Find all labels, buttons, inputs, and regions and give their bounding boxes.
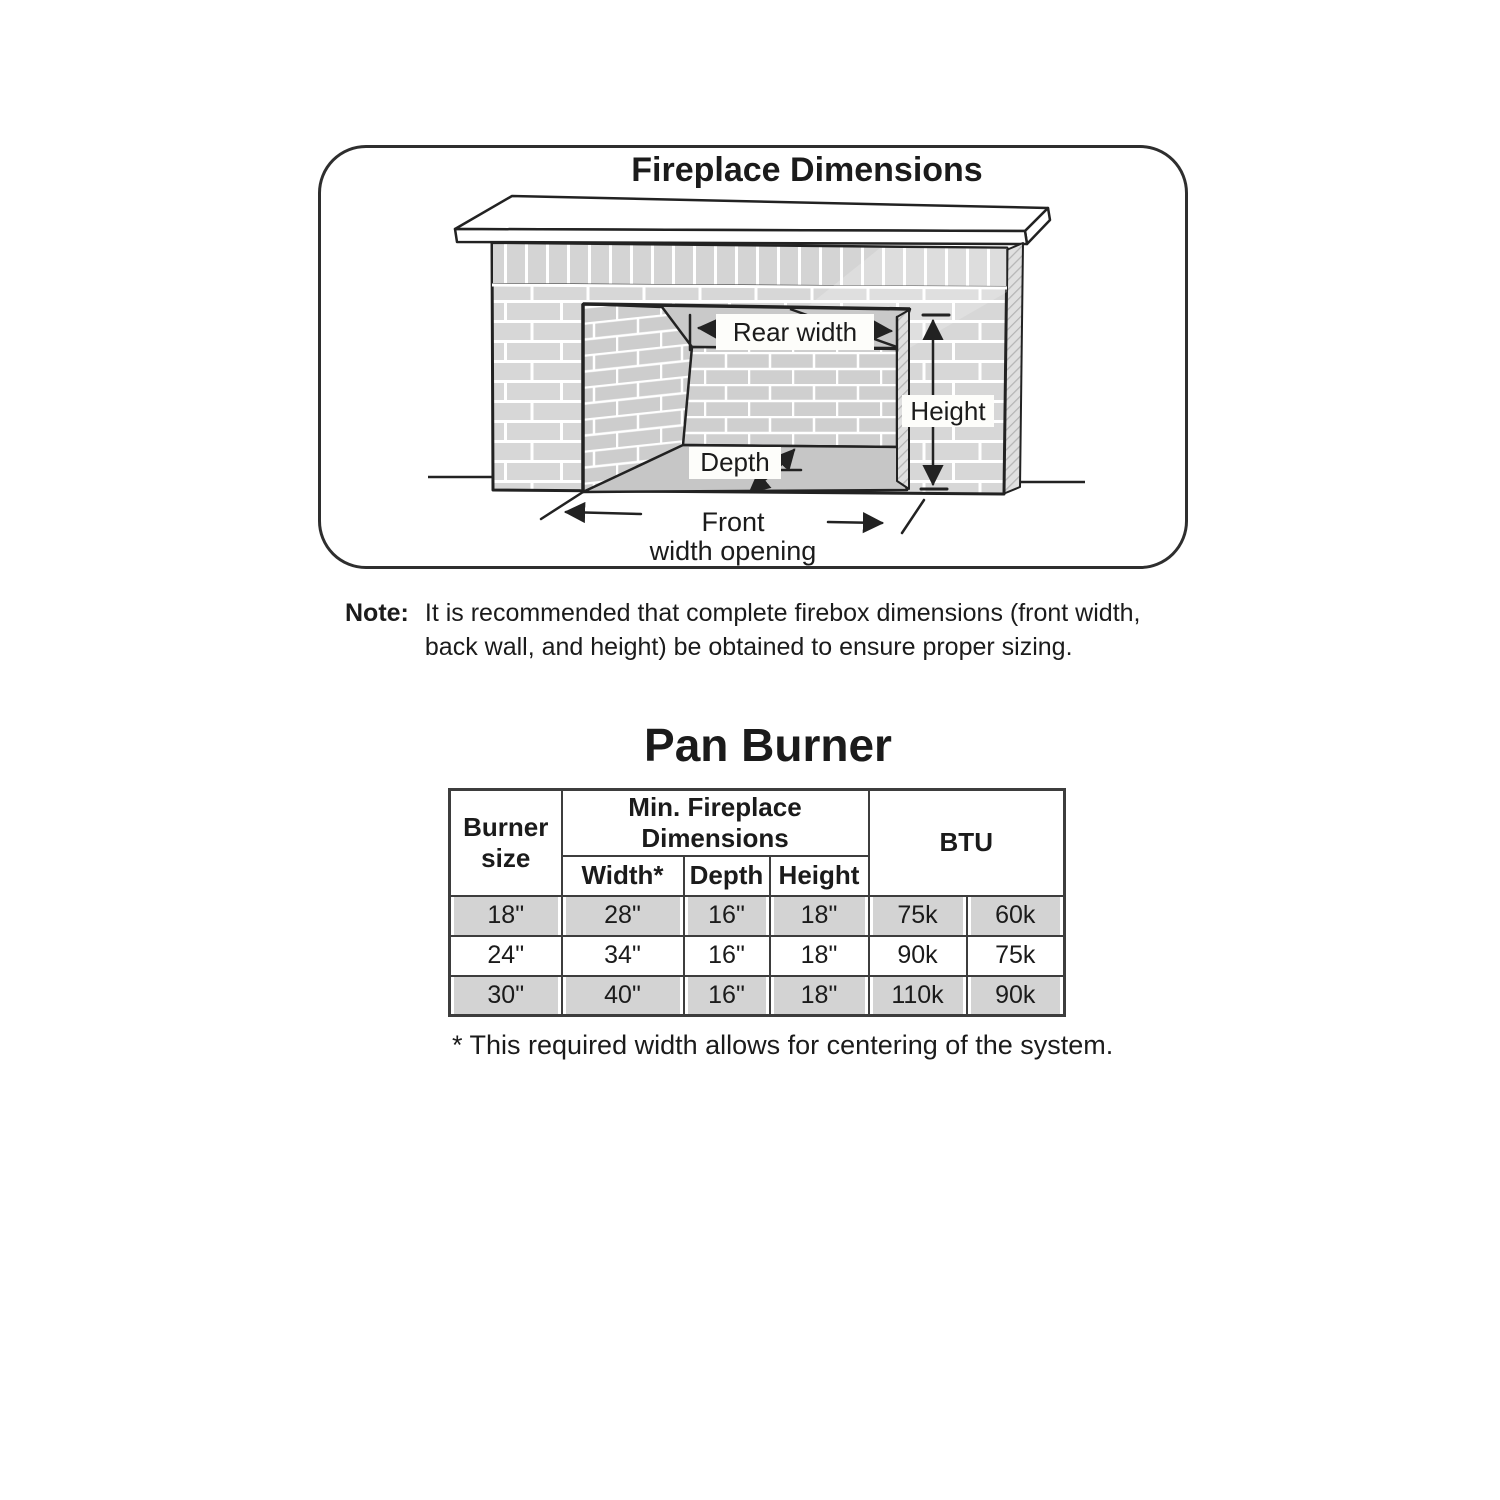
fireplace-diagram xyxy=(318,145,1188,569)
cell-btu1: 110k xyxy=(869,976,967,1016)
cell-width: 34" xyxy=(562,936,684,976)
height-label: Height xyxy=(910,396,986,426)
cell-height: 18" xyxy=(770,896,869,936)
table-footnote: * This required width allows for centering of the system. xyxy=(452,1030,1114,1060)
header-width: Width* xyxy=(562,856,684,896)
pan-burner-table xyxy=(448,788,1066,1017)
cell-height: 18" xyxy=(770,936,869,976)
cell-btu1: 90k xyxy=(869,936,967,976)
note-label: Note: xyxy=(345,599,409,627)
front-width-label-line1: Front xyxy=(701,507,765,537)
cell-btu1: 75k xyxy=(869,896,967,936)
cell-width: 40" xyxy=(562,976,684,1016)
note-line-2: back wall, and height) be obtained to ensure proper sizing. xyxy=(424,633,1073,661)
cell-depth: 16" xyxy=(684,936,770,976)
cell-burner: 18" xyxy=(450,896,562,936)
front-width-label-line2: width opening xyxy=(649,536,817,566)
cell-burner: 24" xyxy=(450,936,562,976)
cell-width: 28" xyxy=(562,896,684,936)
diagram-title: Fireplace Dimensions xyxy=(631,151,983,189)
table-row xyxy=(450,976,1065,1016)
cell-btu2: 90k xyxy=(967,976,1065,1016)
note-line-1: It is recommended that complete firebox dimensions (front width, xyxy=(424,599,1141,627)
header-min-fireplace-dimensions: Min. Fireplace Dimensions xyxy=(562,790,869,856)
cell-depth: 16" xyxy=(684,896,770,936)
header-btu: BTU xyxy=(869,790,1065,896)
header-burner-size: Burner size xyxy=(450,790,562,896)
note-text xyxy=(425,596,1141,664)
rear-width-label: Rear width xyxy=(732,317,858,347)
depth-label: Depth xyxy=(700,447,770,477)
cell-depth: 16" xyxy=(684,976,770,1016)
header-depth: Depth xyxy=(684,856,770,896)
table-row xyxy=(450,896,1065,936)
cell-height: 18" xyxy=(770,976,869,1016)
note xyxy=(345,596,1185,664)
table-row xyxy=(450,936,1065,976)
pan-burner-title: Pan Burner xyxy=(644,719,892,771)
mantel-shelf xyxy=(455,196,1050,244)
cell-btu2: 60k xyxy=(967,896,1065,936)
cell-burner: 30" xyxy=(450,976,562,1016)
header-height: Height xyxy=(770,856,869,896)
cell-btu2: 75k xyxy=(967,936,1065,976)
